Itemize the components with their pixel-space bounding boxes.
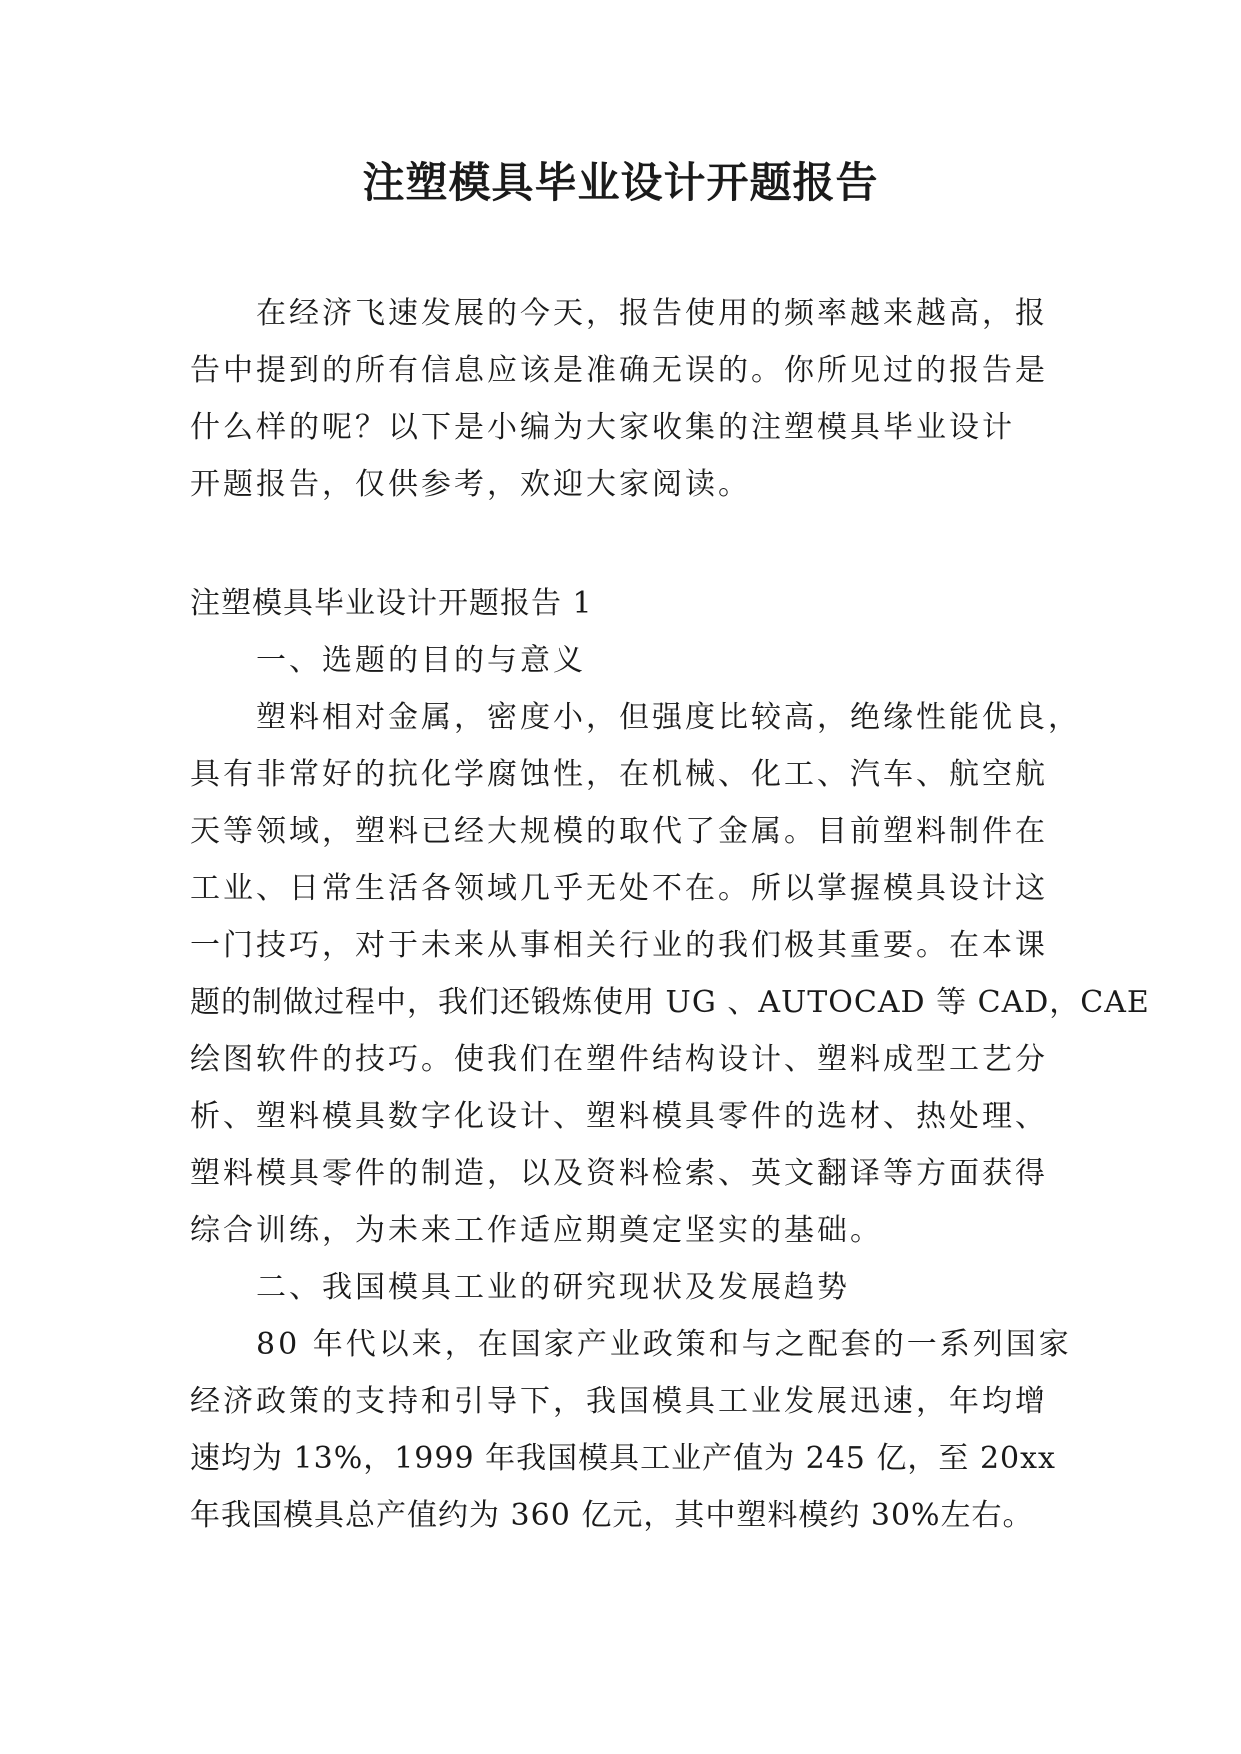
paragraph-2-line-3: 速均为 13%，1999 年我国模具工业产值为 245 亿，至 20xx [190, 1441, 1056, 1476]
intro-line-4: 开题报告，仅供参考，欢迎大家阅读。 [190, 467, 751, 502]
paragraph-1-line-7: 绘图软件的技巧。使我们在塑件结构设计、塑料成型工艺分 [190, 1042, 1048, 1077]
paragraph-1-line-3: 天等领域，塑料已经大规模的取代了金属。目前塑料制件在 [190, 814, 1048, 849]
paragraph-1-line-4: 工业、日常生活各领域几乎无处不在。所以掌握模具设计这 [190, 871, 1048, 906]
document-title: 注塑模具毕业设计开题报告 [362, 158, 879, 207]
section-title: 注塑模具毕业设计开题报告 1 [190, 586, 593, 621]
paragraph-1-line-5: 一门技巧，对于未来从事相关行业的我们极其重要。在本课 [190, 928, 1048, 963]
paragraph-1-line-1: 塑料相对金属，密度小，但强度比较高，绝缘性能优良， [256, 700, 1081, 735]
intro-line-1: 在经济飞速发展的今天，报告使用的频率越来越高，报 [256, 296, 1048, 331]
paragraph-2-line-1: 80 年代以来，在国家产业政策和与之配套的一系列国家 [256, 1327, 1072, 1362]
paragraph-1-line-10: 综合训练，为未来工作适应期奠定坚实的基础。 [190, 1213, 883, 1248]
heading-1: 一、选题的目的与意义 [256, 643, 586, 678]
paragraph-1-line-9: 塑料模具零件的制造，以及资料检索、英文翻译等方面获得 [190, 1156, 1048, 1191]
paragraph-2-line-4: 年我国模具总产值约为 360 亿元，其中塑料模约 30%左右。 [190, 1498, 1034, 1533]
heading-2: 二、我国模具工业的研究现状及发展趋势 [256, 1270, 850, 1305]
intro-line-3: 什么样的呢？以下是小编为大家收集的注塑模具毕业设计 [190, 410, 1015, 445]
intro-line-2: 告中提到的所有信息应该是准确无误的。你所见过的报告是 [190, 353, 1048, 388]
paragraph-2-line-2: 经济政策的支持和引导下，我国模具工业发展迅速，年均增 [190, 1384, 1048, 1419]
paragraph-1-line-6: 题的制做过程中，我们还锻炼使用 UG 、AUTOCAD 等 CAD，CAE [190, 985, 1150, 1020]
paragraph-1-line-2: 具有非常好的抗化学腐蚀性，在机械、化工、汽车、航空航 [190, 757, 1048, 792]
paragraph-1-line-8: 析、塑料模具数字化设计、塑料模具零件的选材、热处理、 [190, 1099, 1048, 1134]
